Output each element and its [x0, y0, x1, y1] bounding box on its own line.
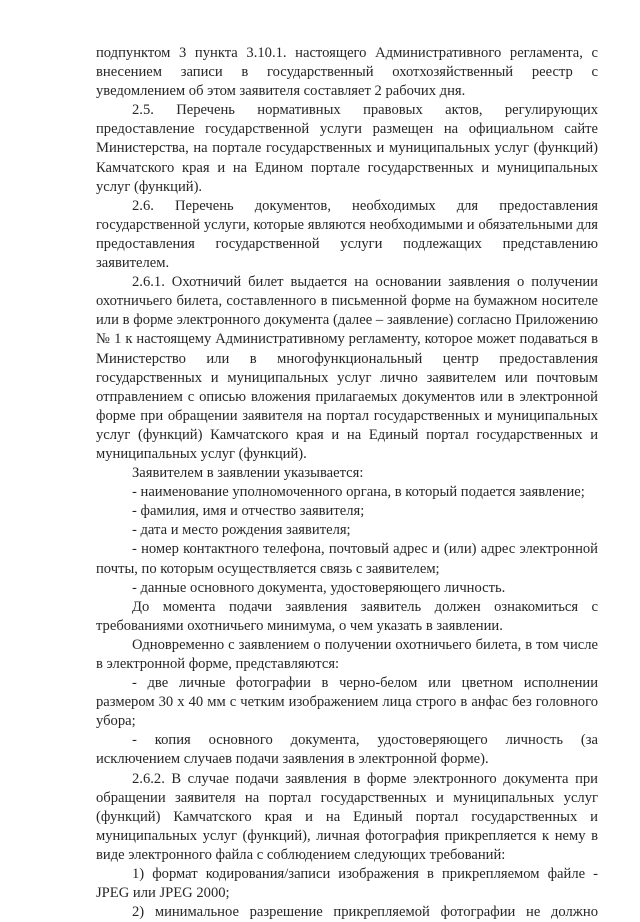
- list-item-full-name: - фамилия, имя и отчество заявителя;: [132, 503, 365, 520]
- list-item-authority: - наименование уполномоченного органа, в который подается заявление;: [132, 484, 585, 501]
- list-item-id-copy: - копия основного документа, удостоверяющего личность (за исключением случаев подачи заявления в электронной форме).: [96, 732, 598, 768]
- document-page: [96, 44, 598, 922]
- paragraph-continuation: подпунктом 3 пункта 3.10.1. настоящего Административного регламента, с внесением записи в государственный охотхозяйственный реестр с уведомлением об этом заявителя составляет 2 рабочих дня.: [96, 45, 598, 100]
- list-item-id-document: - данные основного документа, удостоверяющего личность.: [132, 579, 506, 596]
- paragraph-hunting-minimum: До момента подачи заявления заявитель должен ознакомиться с требованиями охотничьего минимума, о чем указать в заявлении.: [96, 598, 598, 634]
- list-item-birth: - дата и место рождения заявителя;: [132, 522, 351, 539]
- paragraph-submitted-with: Одновременно с заявлением о получении охотничьего билета, в том числе в электронной форме, представляются:: [96, 636, 598, 672]
- list-item-contacts: - номер контактного телефона, почтовый адрес и (или) адрес электронной почты, по которым осуществляется связь с заявителем;: [96, 541, 598, 577]
- paragraph-2-6-2: 2.6.2. В случае подачи заявления в форме электронного документа при обращении заявителя на портал государственных и муниципальных услуг (функций) Камчатского края и на Единый портал государственных и муниципальных услуг (функций), личная фотография прикрепляется к нему в виде электронного файла с соблюдением следующих требований:: [96, 770, 598, 863]
- paragraph-2-5: 2.5. Перечень нормативных правовых актов, регулирующих предоставление государственной услуги размещен на официальном сайте Министерства, на портале государственных и муниципальных услуг (функций) Камчатского края и на Едином портале государственных и муниципальных услуг (функций).: [96, 102, 598, 195]
- paragraph-2-6-1: 2.6.1. Охотничий билет выдается на основании заявления о получении охотничьего билета, составленного в письменной форме на бумажном носителе или в форме электронного документа (далее – заявление) согласно Приложению № 1 к настоящему Административному регламенту, которое может подаваться в Министерство или в многофункциональный центр предоставления государственных и муниципальных услуг лично заявителем или почтовым отправлением с описью вложения прилагаемых документов или в электронной форме при обращении заявителя на портал государственных и муниципальных услуг (функций) Камчатского края и на Единый портал государственных и муниципальных услуг (функций).: [96, 274, 598, 462]
- list-item-photos: - две личные фотографии в черно-белом или цветном исполнении размером 30 х 40 мм с четким изображением лица строго в анфас без головного убора;: [96, 675, 598, 730]
- paragraph-2-6: 2.6. Перечень документов, необходимых для предоставления государственной услуги, которые являются необходимыми и обязательными для предоставления государственной услуги подлежащих представлению заявителем.: [96, 197, 598, 272]
- paragraph-applicant-indicates: Заявителем в заявлении указывается:: [132, 465, 364, 482]
- requirement-2-resolution: 2) минимальное разрешение прикрепляемой фотографии не должно: [132, 904, 598, 921]
- requirement-1-format: 1) формат кодирования/записи изображения в прикрепляемом файле - JPEG или JPEG 2000;: [96, 866, 598, 902]
